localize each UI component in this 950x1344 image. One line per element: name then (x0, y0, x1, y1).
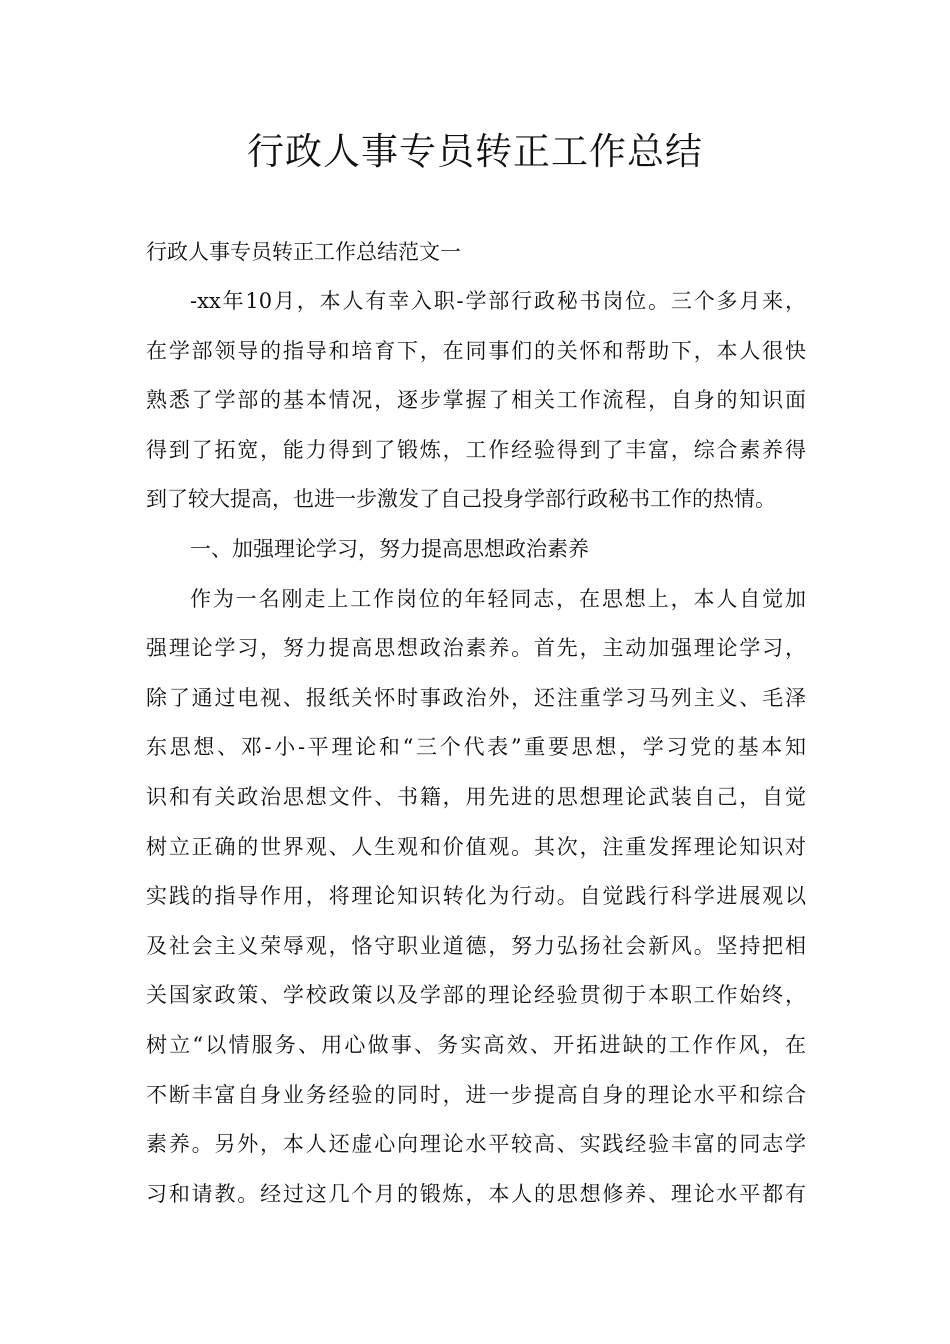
paragraph-line: 在学部领导的指导和培育下，在同事们的关怀和帮助下，本人很快 (146, 338, 806, 363)
paragraph-line: 熟悉了学部的基本情况，逐步掌握了相关工作流程，自身的知识面 (146, 388, 806, 413)
paragraph-line: 习和请教。经过这几个月的锻炼，本人的思想修养、理论水平都有 (146, 1181, 806, 1206)
paragraph-line: 素养。另外，本人还虚心向理论水平较高、实践经验丰富的同志学 (146, 1132, 806, 1157)
paragraph-line: 强理论学习，努力提高思想政治素养。首先，主动加强理论学习， (146, 636, 806, 661)
paragraph-line: 到了较大提高，也进一步激发了自己投身学部行政秘书工作的热情。 (146, 487, 776, 512)
paragraph-line: 识和有关政治思想文件、书籍，用先进的思想理论武装自己，自觉 (146, 784, 806, 809)
paragraph-line: 树立“以情服务、用心做事、务实高效、开拓进缺的工作作风，在 (146, 1032, 806, 1057)
paragraph-line: 不断丰富自身业务经验的同时，进一步提高自身的理论水平和综合 (146, 1082, 806, 1107)
paragraph-line: -xx年10月，本人有幸入职-学部行政秘书岗位。三个多月来， (190, 289, 806, 313)
paragraph-line: 关国家政策、学校政策以及学部的理论经验贯彻于本职工作始终， (146, 983, 806, 1008)
document-title: 行政人事专员转正工作总结 (247, 130, 703, 173)
paragraph-line: 树立正确的世界观、人生观和价值观。其次，注重发挥理论知识对 (146, 834, 806, 859)
paragraph-line: 及社会主义荣辱观，恪守职业道德，努力弘扬社会新风。坚持把相 (146, 933, 806, 958)
paragraph-line: 东思想、邓-小-平理论和“三个代表”重要思想，学习党的基本知 (146, 735, 806, 760)
paragraph-line: 作为一名刚走上工作岗位的年轻同志，在思想上，本人自觉加 (190, 586, 806, 611)
document-body (146, 283, 806, 1225)
paragraph-line: 得到了拓宽，能力得到了锻炼，工作经验得到了丰富，综合素养得 (146, 437, 806, 462)
document-subtitle: 行政人事专员转正工作总结范文一 (146, 240, 461, 264)
section-heading: 一、加强理论学习，努力提高思想政治素养 (190, 536, 589, 561)
paragraph-line: 实践的指导作用，将理论知识转化为行动。自觉践行科学进展观以 (146, 884, 806, 909)
paragraph-line: 除了通过电视、报纸关怀时事政治外，还注重学习马列主义、毛泽 (146, 685, 806, 710)
